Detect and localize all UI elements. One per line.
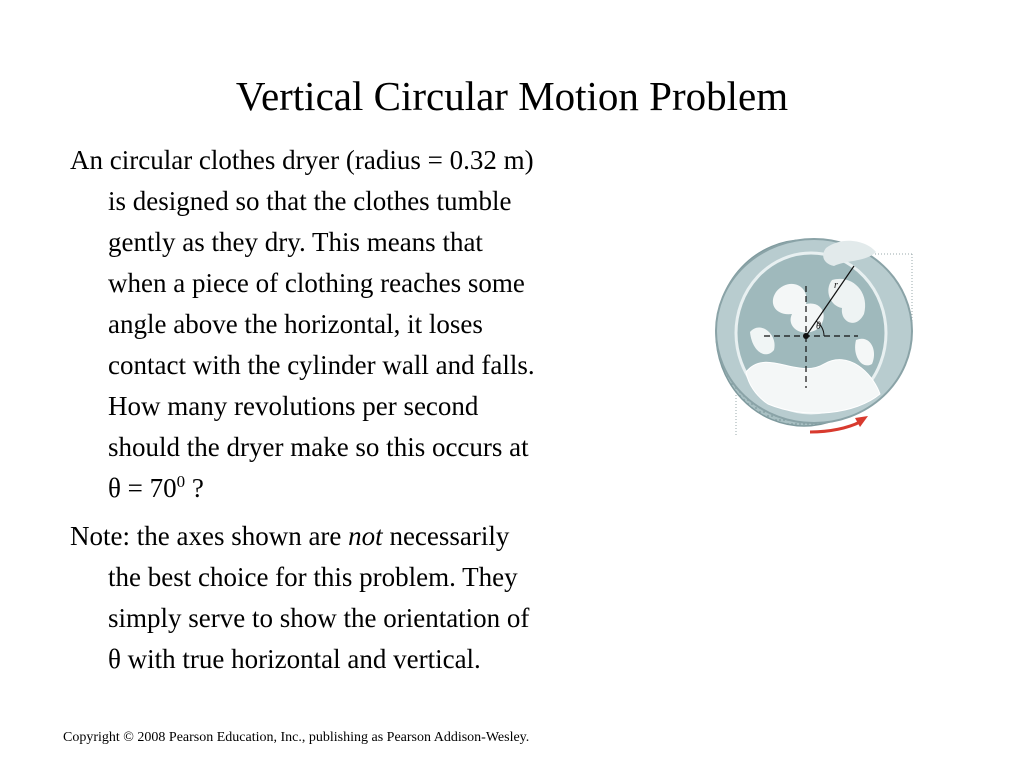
rotation-arrowhead: [855, 416, 868, 427]
note-line: the best choice for this problem. They: [108, 562, 518, 592]
dryer-drawing: [706, 222, 920, 440]
problem-line: is designed so that the clothes tumble: [108, 186, 512, 216]
problem-line: gently as they dry. This means that: [108, 227, 483, 257]
note-prefix: Note: the axes shown are: [70, 521, 349, 551]
note-paragraph: [70, 516, 708, 680]
problem-line: How many revolutions per second: [108, 391, 479, 421]
problem-line: angle above the horizontal, it loses: [108, 309, 483, 339]
problem-line: An circular clothes dryer (radius = 0.32 m): [70, 145, 534, 175]
angle-suffix: ?: [185, 473, 204, 503]
note-line: θ with true horizontal and vertical.: [108, 644, 481, 674]
copyright-footer: Copyright © 2008 Pearson Education, Inc., publishing as Pearson Addison-Wesley.: [63, 730, 530, 745]
theta-label: θ: [816, 321, 821, 332]
angle-superscript: 0: [176, 472, 186, 491]
problem-line: should the dryer make so this occurs at: [108, 432, 529, 462]
note-line: necessarily: [382, 521, 510, 551]
note-line: simply serve to show the orientation of: [108, 603, 530, 633]
dryer-figure: [706, 222, 920, 440]
problem-line: contact with the cylinder wall and falls.: [108, 350, 535, 380]
slide-title: Vertical Circular Motion Problem: [235, 73, 789, 119]
center-point: [803, 333, 809, 339]
radius-label: r: [834, 280, 838, 291]
problem-line: when a piece of clothing reaches some: [108, 268, 525, 298]
note-emphasis: not: [348, 521, 383, 551]
angle-prefix: θ = 70: [108, 473, 177, 503]
problem-statement: [70, 140, 708, 509]
